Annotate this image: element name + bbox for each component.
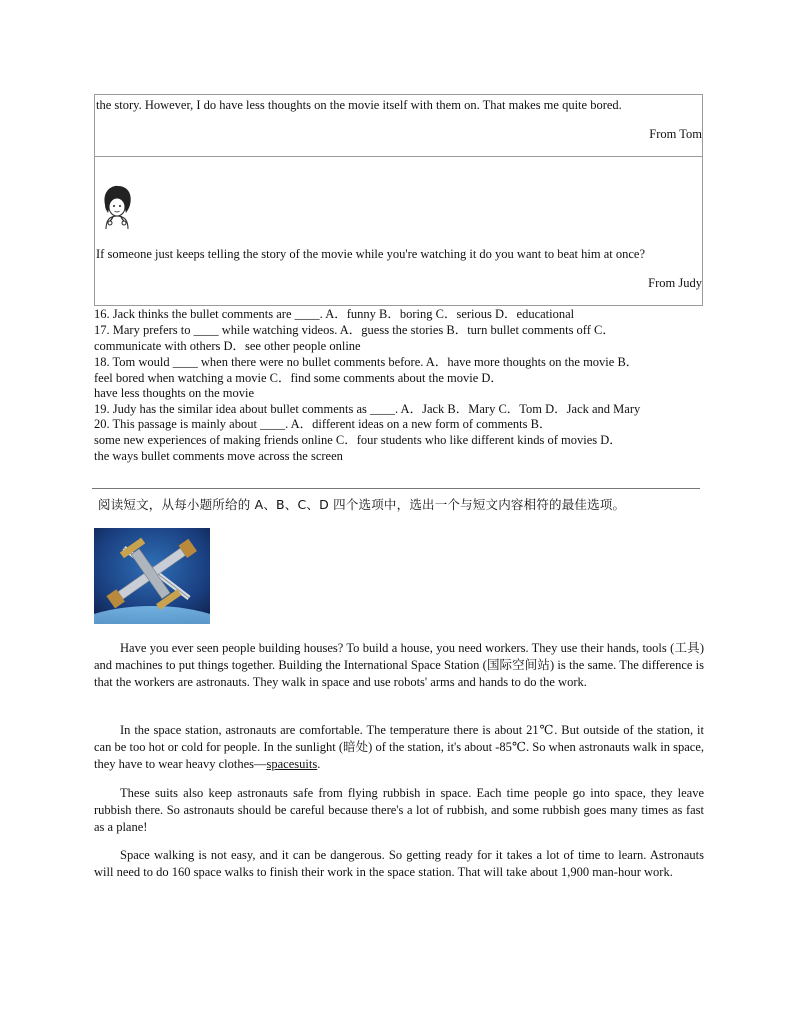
- judy-comment-text: If someone just keeps telling the story of the movie while you're watching it do you want to beat him at once?: [96, 247, 645, 261]
- question-18-line3: have less thoughts on the movie: [94, 386, 255, 400]
- judy-signature: From Judy: [648, 276, 702, 290]
- passage-paragraph-1: Have you ever seen people building houses? To build a house, you need workers. They use their hands, tools (工具) and machines to put things together. Building the International Space Station (国际空间站) is the same. The difference is that the workers are astronauts. They walk in space and use robots' arms and hands to do the work.: [94, 641, 704, 689]
- passage-paragraph-4: Space walking is not easy, and it can be dangerous. So getting ready for it takes a lot of time to learn. Astronauts will need to do 160 space walks to finish their work in the space station. That will take about 1,900 man-hour work.: [94, 848, 704, 879]
- question-18-line2: feel bored when watching a movie C．find some comments about the movie D．: [94, 371, 503, 385]
- underlined-word-spacesuits: spacesuits: [266, 757, 318, 771]
- question-20-line1: 20. This passage is mainly about ____. A．different ideas on a new form of comments B．: [94, 417, 552, 431]
- question-18-line1: 18. Tom would ____ when there were no bullet comments before. A．have more thoughts on the movie B．: [94, 355, 639, 369]
- girl-avatar-icon: [98, 183, 136, 231]
- question-19: 19. Judy has the similar idea about bullet comments as ____. A．Jack B．Mary C．Tom D．Jack and Mary: [94, 402, 641, 416]
- section-divider: [92, 488, 700, 489]
- question-17-line2: communicate with others D．see other people online: [94, 339, 361, 353]
- tom-comment-text: the story. However, I do have less thoughts on the movie itself with them on. That makes me quite bored.: [96, 98, 622, 112]
- tom-signature: From Tom: [649, 127, 702, 141]
- space-station-image: [94, 528, 210, 624]
- passage-paragraph-2: In the space station, astronauts are comfortable. The temperature there is about 21℃. But outside of the station, it can be too hot or cold for people. In the sunlight (暗处) of the station, it's about -85℃. So when astronauts walk in space, they have to wear heavy clothes—spacesuits.: [94, 723, 704, 771]
- section-instruction: 阅读短文，从每小题所给的 A、B、C、D 四个选项中，选出一个与短文内容相符的最佳选项。: [98, 497, 626, 512]
- passage-paragraph-3: These suits also keep astronauts safe from flying rubbish in space. Each time people go into space, they leave rubbish there. So astronauts should be careful because there's a lot of rubbish, and some rubbish goes many times as fast as a plane!: [94, 786, 704, 834]
- question-16: 16. Jack thinks the bullet comments are ____. A．funny B．boring C．serious D．educational: [94, 307, 575, 321]
- question-17-line1: 17. Mary prefers to ____ while watching videos. A．guess the stories B．turn bullet comments off C．: [94, 323, 615, 337]
- question-20-line3: the ways bullet comments move across the screen: [94, 449, 343, 463]
- question-20-line2: some new experiences of making friends online C．four students who like different kinds of movies D．: [94, 433, 622, 447]
